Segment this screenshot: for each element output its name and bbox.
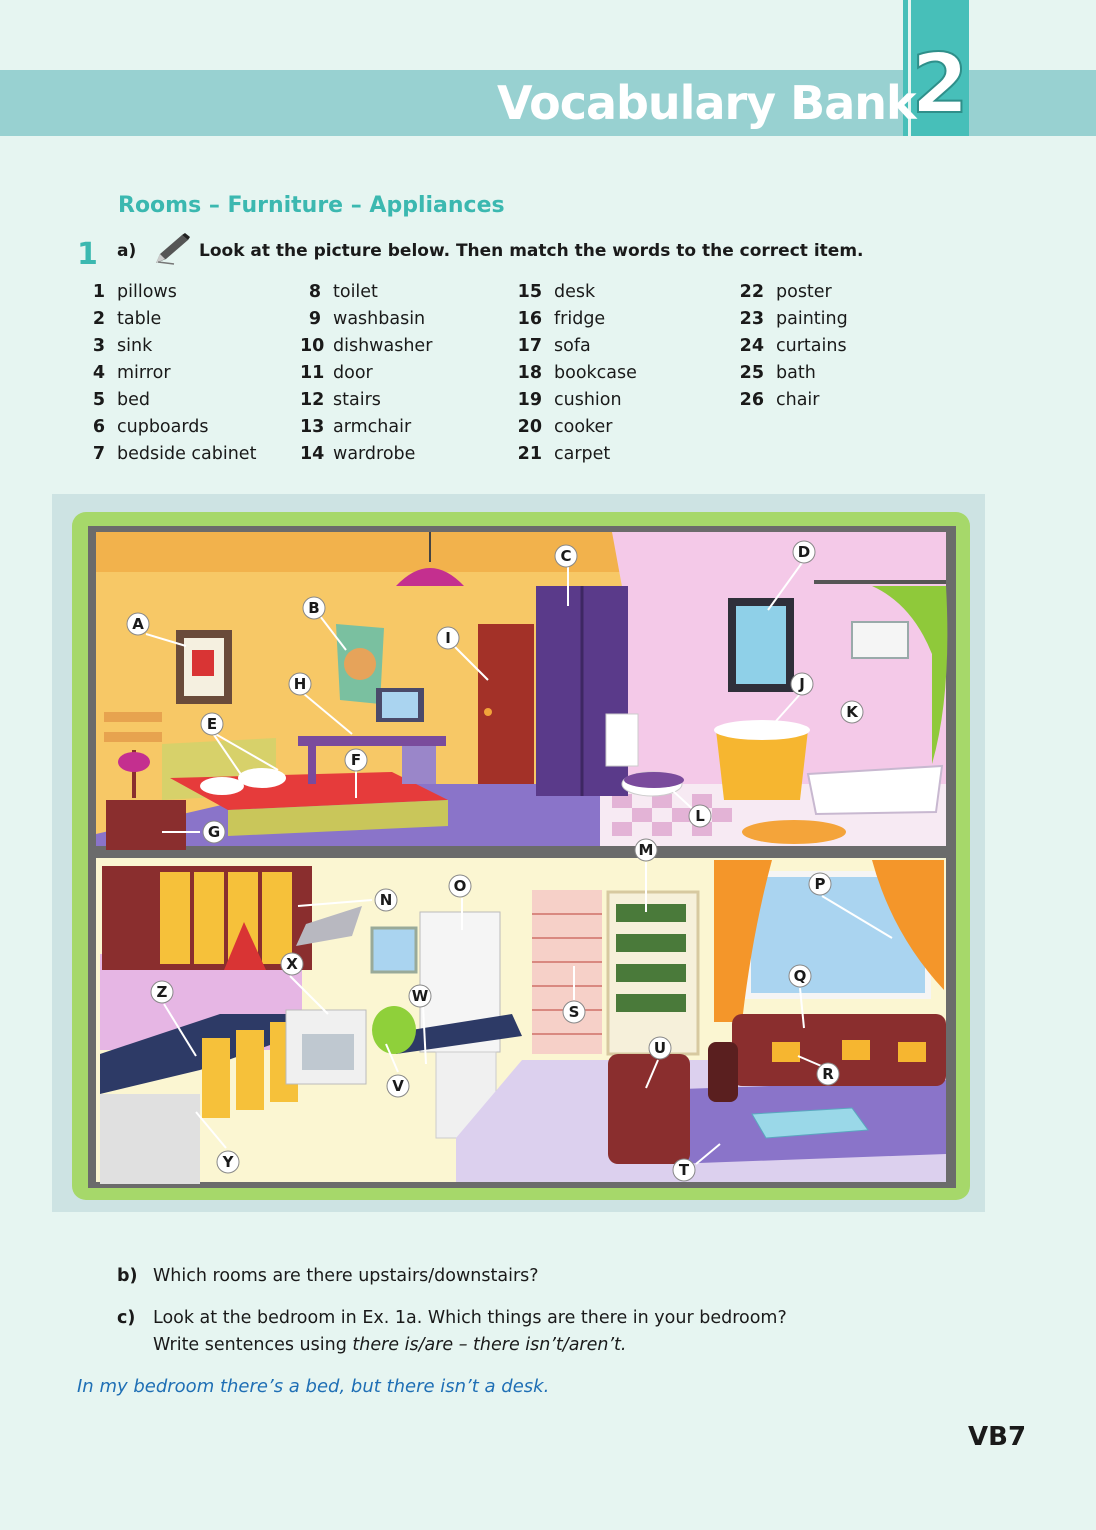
picture-label: J — [799, 675, 805, 693]
vocab-item-number: 24 — [739, 336, 764, 356]
vocab-item-number: 13 — [300, 417, 325, 437]
vocab-item — [515, 390, 637, 417]
vocab-item-word: painting — [776, 309, 848, 329]
part-c-instruction-text: Write sentences using — [153, 1335, 353, 1355]
vocab-item-number: 7 — [92, 444, 105, 464]
vocab-item — [300, 390, 432, 417]
vocab-column — [737, 282, 848, 417]
vocab-item-word: cooker — [554, 417, 613, 437]
vocab-item — [88, 282, 256, 309]
vocab-item — [300, 309, 432, 336]
picture-label: X — [286, 955, 298, 973]
vocab-item-word: curtains — [776, 336, 847, 356]
vocab-item-number: 15 — [517, 282, 542, 302]
vocab-item-number: 8 — [308, 282, 321, 302]
vocab-item — [88, 363, 256, 390]
vocab-item — [88, 417, 256, 444]
vocab-item-word: pillows — [117, 282, 177, 302]
picture-label: G — [207, 823, 221, 841]
picture-label: D — [797, 543, 811, 561]
vocab-item-word: table — [117, 309, 162, 329]
unit-number: 2 — [911, 37, 969, 132]
vocab-item-word: bookcase — [554, 363, 637, 383]
vocab-item — [300, 363, 432, 390]
vocab-item-word: sofa — [554, 336, 591, 356]
vocab-item-number: 10 — [300, 336, 325, 356]
picture-label: I — [445, 629, 451, 647]
picture-label: K — [846, 703, 858, 721]
model-answer: In my bedroom there’s a bed, but there isn’t a desk. — [77, 1376, 550, 1397]
vocab-item-word: wardrobe — [333, 444, 416, 464]
vocab-item — [737, 336, 848, 363]
part-c-label: c) — [117, 1308, 136, 1328]
house-illustration — [52, 494, 985, 1212]
vocab-item-number: 9 — [308, 309, 321, 329]
vocab-item-number: 4 — [92, 363, 105, 383]
vocab-item — [515, 363, 637, 390]
part-a-label: a) — [117, 241, 137, 261]
vocab-column — [515, 282, 637, 471]
page-number: VB7 — [968, 1422, 1027, 1452]
vocab-column — [300, 282, 432, 471]
pencil-icon — [152, 232, 192, 266]
vocab-item-word: bedside cabinet — [117, 444, 257, 464]
part-b-question: Which rooms are there upstairs/downstairs? — [153, 1266, 539, 1286]
vocab-item-word: carpet — [554, 444, 611, 464]
vocab-item — [737, 390, 848, 417]
vocab-item-number: 1 — [92, 282, 105, 302]
vocab-item — [515, 309, 637, 336]
vocab-item-number: 14 — [300, 444, 325, 464]
picture-label: Q — [793, 967, 807, 985]
vocab-item — [515, 336, 637, 363]
vocab-item-number: 2 — [92, 309, 105, 329]
picture-label: O — [453, 877, 467, 895]
picture-label: M — [638, 841, 654, 859]
vocab-item-word: poster — [776, 282, 832, 302]
picture-label: L — [695, 807, 705, 825]
vocab-column — [88, 282, 256, 471]
part-b-label: b) — [117, 1266, 138, 1286]
vocab-item-number: 21 — [517, 444, 542, 464]
picture-label: P — [814, 875, 826, 893]
vocab-item — [737, 282, 848, 309]
picture-label: T — [678, 1161, 690, 1179]
vocab-item-word: bed — [117, 390, 150, 410]
vocab-item-word: chair — [776, 390, 820, 410]
section-title: Rooms – Furniture – Appliances — [118, 193, 505, 218]
vocab-item-number: 26 — [739, 390, 764, 410]
vocab-item — [300, 336, 432, 363]
picture-label: F — [350, 751, 362, 769]
vocab-item-number: 18 — [517, 363, 542, 383]
vocab-item-word: toilet — [333, 282, 378, 302]
vocab-item-number: 19 — [517, 390, 542, 410]
vocab-item-number: 22 — [739, 282, 764, 302]
picture-label: Z — [156, 983, 168, 1001]
exercise-number: 1 — [77, 237, 98, 272]
vocab-item-word: stairs — [333, 390, 381, 410]
vocab-item-word: desk — [554, 282, 596, 302]
vocab-item-number: 23 — [739, 309, 764, 329]
part-c-structures: there is/are – there isn’t/aren’t. — [352, 1335, 627, 1355]
vocab-item-word: cushion — [554, 390, 622, 410]
vocab-item-word: mirror — [117, 363, 171, 383]
picture-label: U — [653, 1039, 667, 1057]
picture-label: B — [308, 599, 320, 617]
picture-label: C — [560, 547, 572, 565]
vocab-item-number: 16 — [517, 309, 542, 329]
picture-label: A — [132, 615, 144, 633]
vocab-item-word: fridge — [554, 309, 606, 329]
vocab-item-word: cupboards — [117, 417, 209, 437]
vocab-item — [515, 444, 637, 471]
vocab-item-word: armchair — [333, 417, 412, 437]
vocab-item — [300, 417, 432, 444]
picture-label: R — [822, 1065, 834, 1083]
vocab-item-word: washbasin — [333, 309, 426, 329]
vocab-item — [737, 309, 848, 336]
vocab-item-number: 20 — [517, 417, 542, 437]
vocab-item — [300, 282, 432, 309]
vocab-item-number: 11 — [300, 363, 325, 383]
vocab-item — [515, 417, 637, 444]
vocab-item-word: dishwasher — [333, 336, 433, 356]
vocab-item-number: 25 — [739, 363, 764, 383]
part-c-instruction — [153, 1335, 626, 1355]
vocab-item — [88, 336, 256, 363]
part-a-instruction: Look at the picture below. Then match the words to the correct item. — [199, 241, 864, 261]
vocab-item-number: 17 — [517, 336, 542, 356]
picture-label: W — [411, 987, 429, 1005]
picture-label: Y — [222, 1153, 234, 1171]
vocab-item-word: bath — [776, 363, 816, 383]
part-c-question: Look at the bedroom in Ex. 1a. Which things are there in your bedroom? — [153, 1308, 787, 1328]
vocab-item — [300, 444, 432, 471]
vocab-item — [88, 444, 256, 471]
picture-label: S — [568, 1003, 580, 1021]
picture-label: H — [293, 675, 307, 693]
picture-label: N — [379, 891, 393, 909]
vocab-item-number: 12 — [300, 390, 325, 410]
vocab-item-number: 3 — [92, 336, 105, 356]
vocab-item — [88, 390, 256, 417]
vocab-item-number: 5 — [92, 390, 105, 410]
vocab-item-word: door — [333, 363, 373, 383]
picture-label: V — [392, 1077, 404, 1095]
picture-label: E — [206, 715, 218, 733]
vocab-item — [515, 282, 637, 309]
page-title: Vocabulary Bank — [497, 76, 916, 130]
vocab-item-word: sink — [117, 336, 153, 356]
vocab-item — [88, 309, 256, 336]
vocab-item-number: 6 — [92, 417, 105, 437]
vocab-item — [737, 363, 848, 390]
